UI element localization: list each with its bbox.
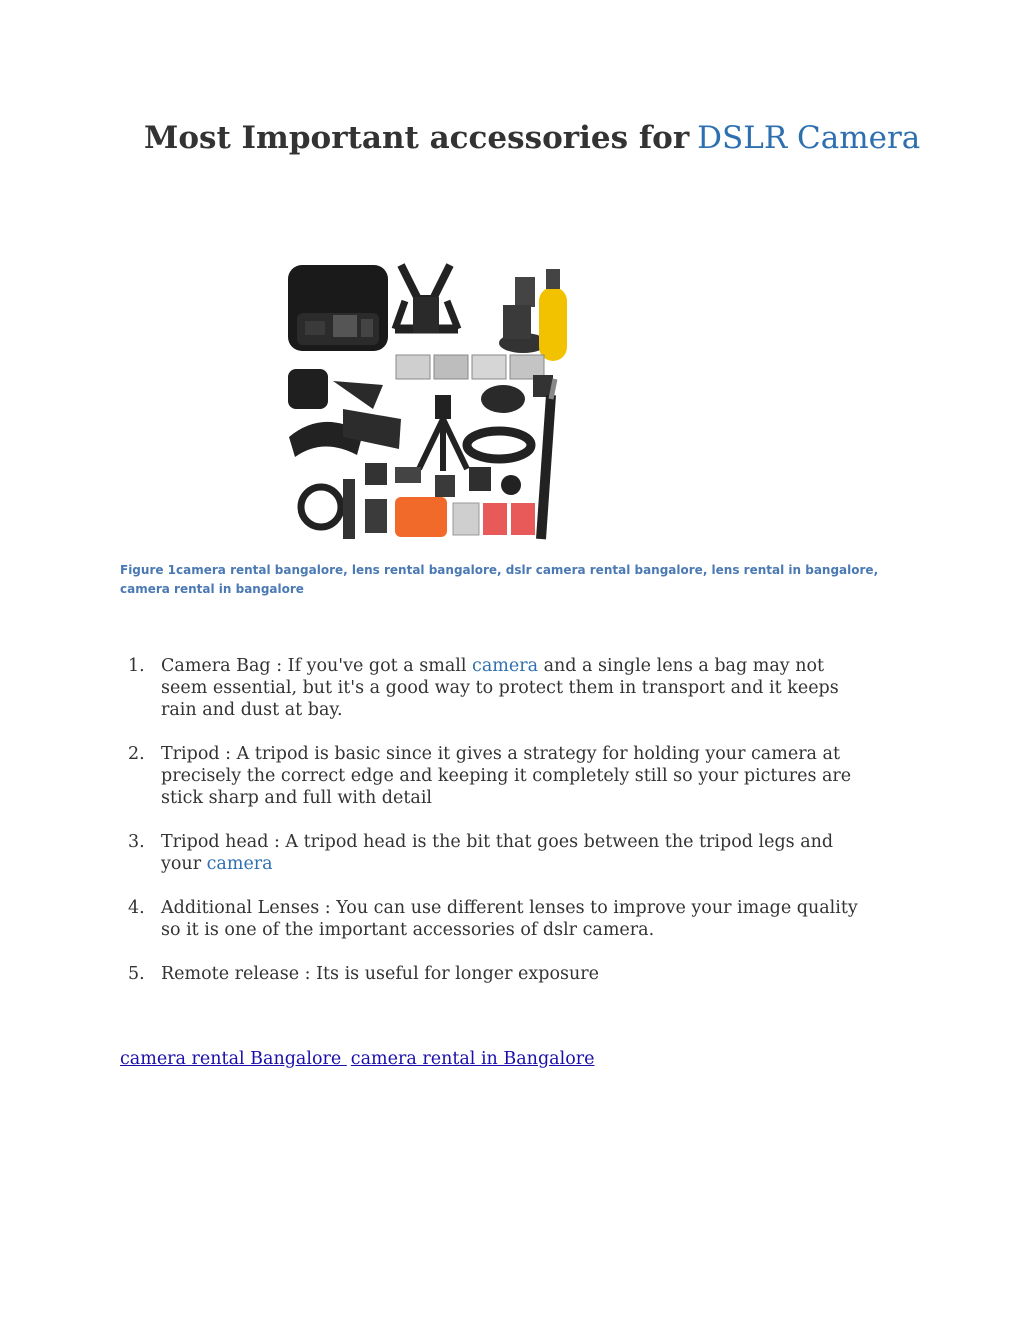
footer-links: [120, 1047, 594, 1071]
item-text: Tripod : A tripod is basic since it gives a strategy for holding your camera at precisely the correct edge and keeping it completely still so your pictures are stick sharp and full with detail: [161, 744, 852, 808]
camera-link[interactable]: camera: [206, 854, 273, 874]
camera-link[interactable]: camera: [472, 656, 538, 676]
item-number: 5.: [128, 964, 145, 984]
figure-caption: Figure 1camera rental bangalore, lens rental bangalore, dslr camera rental bangalore, lens rental in bangalore, camera rental in bangalore: [120, 563, 879, 596]
accessories-image: [283, 259, 573, 543]
item-text: Additional Lenses : You can use different lenses to improve your image quality so it is one of the important accessories of dslr camera.: [161, 898, 858, 940]
item-number: 2.: [128, 744, 145, 764]
list-item: [128, 743, 868, 809]
list-item: [128, 655, 868, 721]
title-main: Most Important accessories for: [144, 120, 690, 156]
accessories-illustration: [283, 259, 573, 543]
list-item: [128, 831, 868, 875]
page-title: [144, 116, 920, 160]
item-number: 3.: [128, 832, 145, 852]
item-text: Remote release : Its is useful for longer exposure: [161, 964, 599, 984]
list-item: [128, 963, 868, 985]
camera-rental-bangalore-link[interactable]: camera rental Bangalore: [120, 1049, 347, 1069]
accessories-list: [128, 655, 868, 1007]
list-item: [128, 897, 868, 941]
title-accent: DSLR Camera: [697, 120, 921, 156]
item-number: 4.: [128, 898, 145, 918]
item-text: Tripod head : A tripod head is the bit that goes between the tripod legs and your: [161, 832, 834, 874]
item-text: Camera Bag : If you've got a small: [161, 656, 473, 676]
item-text: and a single lens a bag may not seem essential, but it's a good way to protect them in transport and it keeps rain and dust at bay.: [161, 656, 839, 720]
item-number: 1.: [128, 656, 145, 676]
camera-rental-in-bangalore-link[interactable]: camera rental in Bangalore: [350, 1049, 595, 1069]
